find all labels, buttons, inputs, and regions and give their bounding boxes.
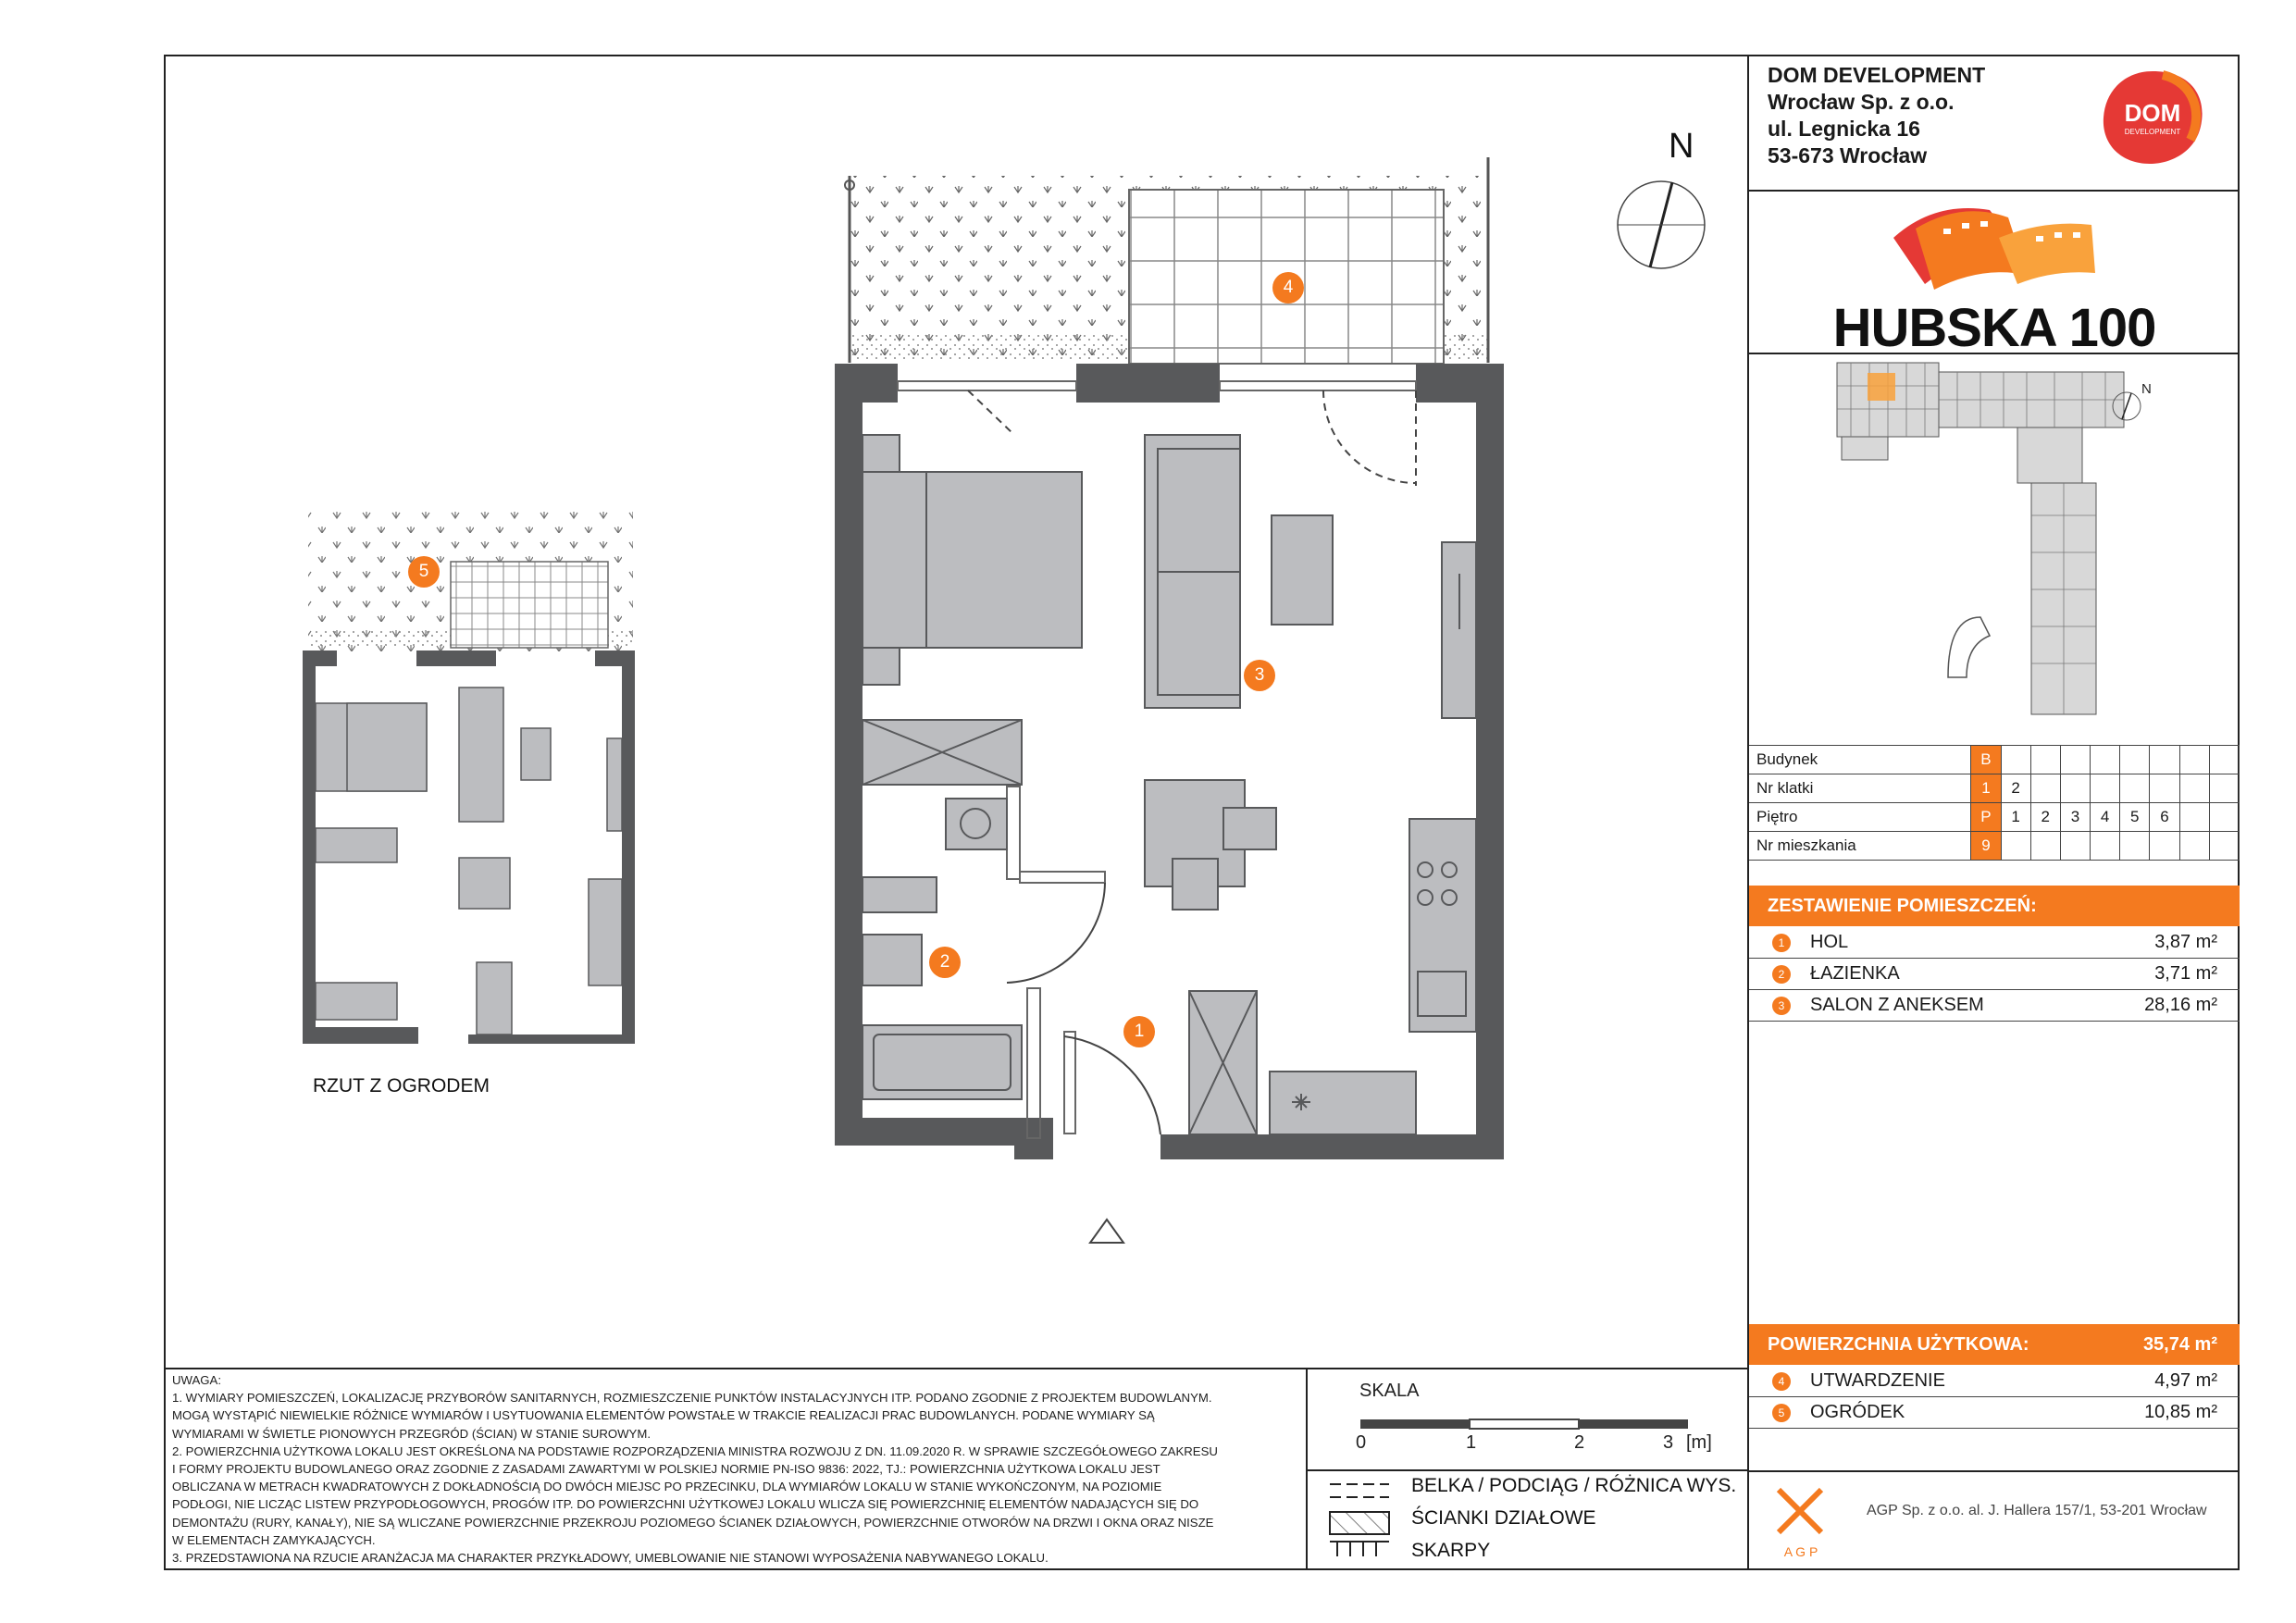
floor-value: 3 — [2060, 803, 2090, 832]
room-name: OGRÓDEK — [1810, 1402, 1905, 1422]
scale-tick: 2 — [1574, 1432, 1585, 1453]
notes-line: OBLICZANA W METRACH KWADRATOWYCH Z DOKŁADNOŚCIĄ DO DWÓCH MIEJSC PO PRZECINKU, DLA WYMIARÓW LOKALU W STANIE WYKOŃCZONYM, NA POZIOMIE — [172, 1480, 1162, 1494]
rooms-header: ZESTAWIENIE POMIESZCZEŃ: — [1768, 896, 2037, 916]
rooms-header-bar — [1749, 886, 2240, 926]
floor-value: 5 — [2120, 803, 2150, 832]
apartment-label: Nr mieszkania — [1749, 832, 1971, 861]
floor-label: Piętro — [1749, 803, 1971, 832]
divider — [164, 1368, 1748, 1369]
room-marker-2: 2 — [929, 947, 961, 978]
room-name: HOL — [1810, 932, 1849, 952]
key-plan — [1832, 358, 2156, 739]
notes-line: UWAGA: — [172, 1373, 221, 1387]
scale-title: SKALA — [1359, 1381, 1420, 1401]
room-marker-3: 3 — [1244, 660, 1275, 691]
room-area: 28,16 m² — [2144, 995, 2217, 1015]
stair-label: Nr klatki — [1749, 774, 1971, 803]
company-name: DOM DEVELOPMENT — [1768, 63, 1986, 87]
room-area: 10,85 m² — [2144, 1402, 2217, 1422]
notes-line: 2. POWIERZCHNIA UŻYTKOWA LOKALU JEST OKREŚLONA NA PODSTAWIE ROZPORZĄDZENIA MINISTRA ROZWOJU Z DN. 11.09.2020 R. W SPRAWIE SZCZEGÓŁOWEGO ZAKRESU — [172, 1443, 1218, 1458]
list-item — [1749, 1365, 2240, 1397]
usable-area-label: POWIERZCHNIA UŻYTKOWA: — [1768, 1334, 2029, 1355]
legend-symbols — [1328, 1477, 1393, 1560]
floor-value: 4 — [2091, 803, 2120, 832]
notes-line: DEMONTAŻU (RURY, KANAŁY), NIE SĄ WLICZANE POWIERZCHNIE PRZEKROJU POZIOMEGO ŚCIANEK DZIAŁOWYCH, POWIERZCHNIE OTWORÓW NA DRZWI I OKNA ORAZ NISZE — [172, 1515, 1214, 1530]
room-number: 2 — [1772, 965, 1791, 984]
notes-line: MOGĄ WYSTĄPIĆ NIEWIELKIE RÓŻNICE WYMIARÓW I USYTUOWANIA ELEMENTÓW POWSTAŁE W TRAKCIE REALIZACJI PRAC BUDOWLANYCH. PODANE WYMIARY SĄ — [172, 1408, 1155, 1423]
stair-value: 2 — [2001, 774, 2030, 803]
room-name: ŁAZIENKA — [1810, 963, 1900, 984]
legend-partitions: ŚCIANKI DZIAŁOWE — [1411, 1507, 1596, 1529]
list-item — [1749, 989, 2240, 1022]
room-marker-1: 1 — [1123, 1016, 1155, 1047]
floor-value: 2 — [2030, 803, 2060, 832]
agp-address: AGP Sp. z o.o. al. J. Hallera 157/1, 53-201 Wrocław — [1867, 1503, 2207, 1518]
logo-text-development: DEVELOPMENT — [2124, 128, 2181, 136]
dom-development-logo — [2098, 68, 2207, 167]
company-entity: Wrocław Sp. z o.o. — [1768, 90, 1955, 114]
floor-value: P — [1971, 803, 2001, 832]
list-item — [1749, 926, 2240, 959]
apartment-info-table — [1749, 745, 2240, 861]
notes-line: W ELEMENTACH ZAMYKAJĄCYCH. — [172, 1532, 376, 1547]
north-arrow-icon — [1615, 179, 1707, 271]
divider — [1306, 1469, 1748, 1471]
scale-tick: 1 — [1466, 1432, 1477, 1453]
list-item — [1749, 1396, 2240, 1429]
room-marker-5: 5 — [408, 556, 440, 588]
table-row — [1749, 803, 2240, 832]
table-row — [1749, 832, 2240, 861]
list-item — [1749, 958, 2240, 990]
table-row — [1749, 746, 2240, 774]
scale-bar — [1359, 1418, 1692, 1436]
apartment-value: 9 — [1971, 832, 2001, 861]
notes-line: 1. WYMIARY POMIESZCZEŃ, LOKALIZACJĘ PRZYBORÓW SANITARNYCH, ROZMIESZCZENIE PUNKTÓW INSTALACYJNYCH ITP. PODANO ZGODNIE Z PROJEKTEM BUDOWLANYM. — [172, 1391, 1212, 1406]
company-city: 53-673 Wrocław — [1768, 143, 1928, 167]
notes-line: I FORMY PROJEKTU BUDOWLANEGO ORAZ ZGODNIE Z ZASADAMI ZAWARTYMI W POLSKIEJ NORMIE PN-ISO 9836: 2022, TJ.: POWIERZCHNIA UŻYTKOWA LOKALU JEST — [172, 1462, 1160, 1477]
garden-plan-caption: RZUT Z OGRODEM — [313, 1075, 490, 1096]
room-area: 4,97 m² — [2154, 1370, 2217, 1391]
company-address — [1768, 62, 1985, 169]
room-number: 1 — [1772, 934, 1791, 952]
scale-tick: 3 — [1663, 1432, 1674, 1453]
usable-area-value: 35,74 m² — [2142, 1334, 2217, 1355]
legend-reveals: SKARPY — [1411, 1540, 1491, 1561]
room-marker-4: 4 — [1272, 272, 1304, 304]
notes-block — [172, 1371, 1292, 1567]
legend-beam: BELKA / PODCIĄG / RÓŻNICA WYS. — [1411, 1475, 1737, 1496]
room-area: 3,87 m² — [2154, 932, 2217, 952]
project-title: HUBSKA 100 — [1832, 298, 2156, 358]
room-name: UTWARDZENIE — [1810, 1370, 1945, 1391]
film-reel-logo — [1888, 192, 2101, 295]
building-label: Budynek — [1749, 746, 1971, 774]
floor-value: 6 — [2150, 803, 2179, 832]
divider — [1749, 1470, 2240, 1472]
room-name: SALON Z ANEKSEM — [1810, 995, 1984, 1015]
north-label: N — [1669, 127, 1694, 166]
room-number: 5 — [1772, 1404, 1791, 1422]
room-area: 3,71 m² — [2154, 963, 2217, 984]
notes-line: PODŁOGI, NIE LICZĄC LISTEW PRZYPODŁOGOWYCH, PROGÓW ITP. DO POWIERZCHNI UŻYTKOWEJ LOKALU WLICZA SIĘ POWIERZCHNIĘ ELEMENTÓW NADAJĄCYCH SIĘ DO — [172, 1497, 1199, 1512]
notes-line: 3. PRZEDSTAWIONA NA RZUCIE ARANŻACJA MA CHARAKTER PRZYKŁADOWY, UMEBLOWANIE NIE STANOWI WYPOSAŻENIA NABYWANEGO LOKALU. — [172, 1551, 1049, 1566]
room-number: 4 — [1772, 1372, 1791, 1391]
agp-logo-text: A G P — [1783, 1544, 1818, 1559]
agp-logo — [1773, 1484, 1829, 1562]
company-street: ul. Legnicka 16 — [1768, 117, 1920, 141]
building-value: B — [1971, 746, 2001, 774]
notes-line: WYMIARAMI W ŚWIETLE PIONOWYCH PRZEGRÓD (ŚCIAN) W STANIE SUROWYM. — [172, 1426, 652, 1441]
scale-unit: [m] — [1686, 1432, 1712, 1453]
info-panel — [1747, 55, 2240, 1570]
keyplan-north-label: N — [2141, 381, 2152, 397]
usable-area-bar — [1749, 1324, 2240, 1365]
divider — [1749, 353, 2240, 354]
scale-tick: 0 — [1356, 1432, 1367, 1453]
floor-value: 1 — [2001, 803, 2030, 832]
table-row — [1749, 774, 2240, 803]
logo-text-dom: DOM — [2124, 99, 2181, 127]
room-number: 3 — [1772, 997, 1791, 1015]
stair-value: 1 — [1971, 774, 2001, 803]
